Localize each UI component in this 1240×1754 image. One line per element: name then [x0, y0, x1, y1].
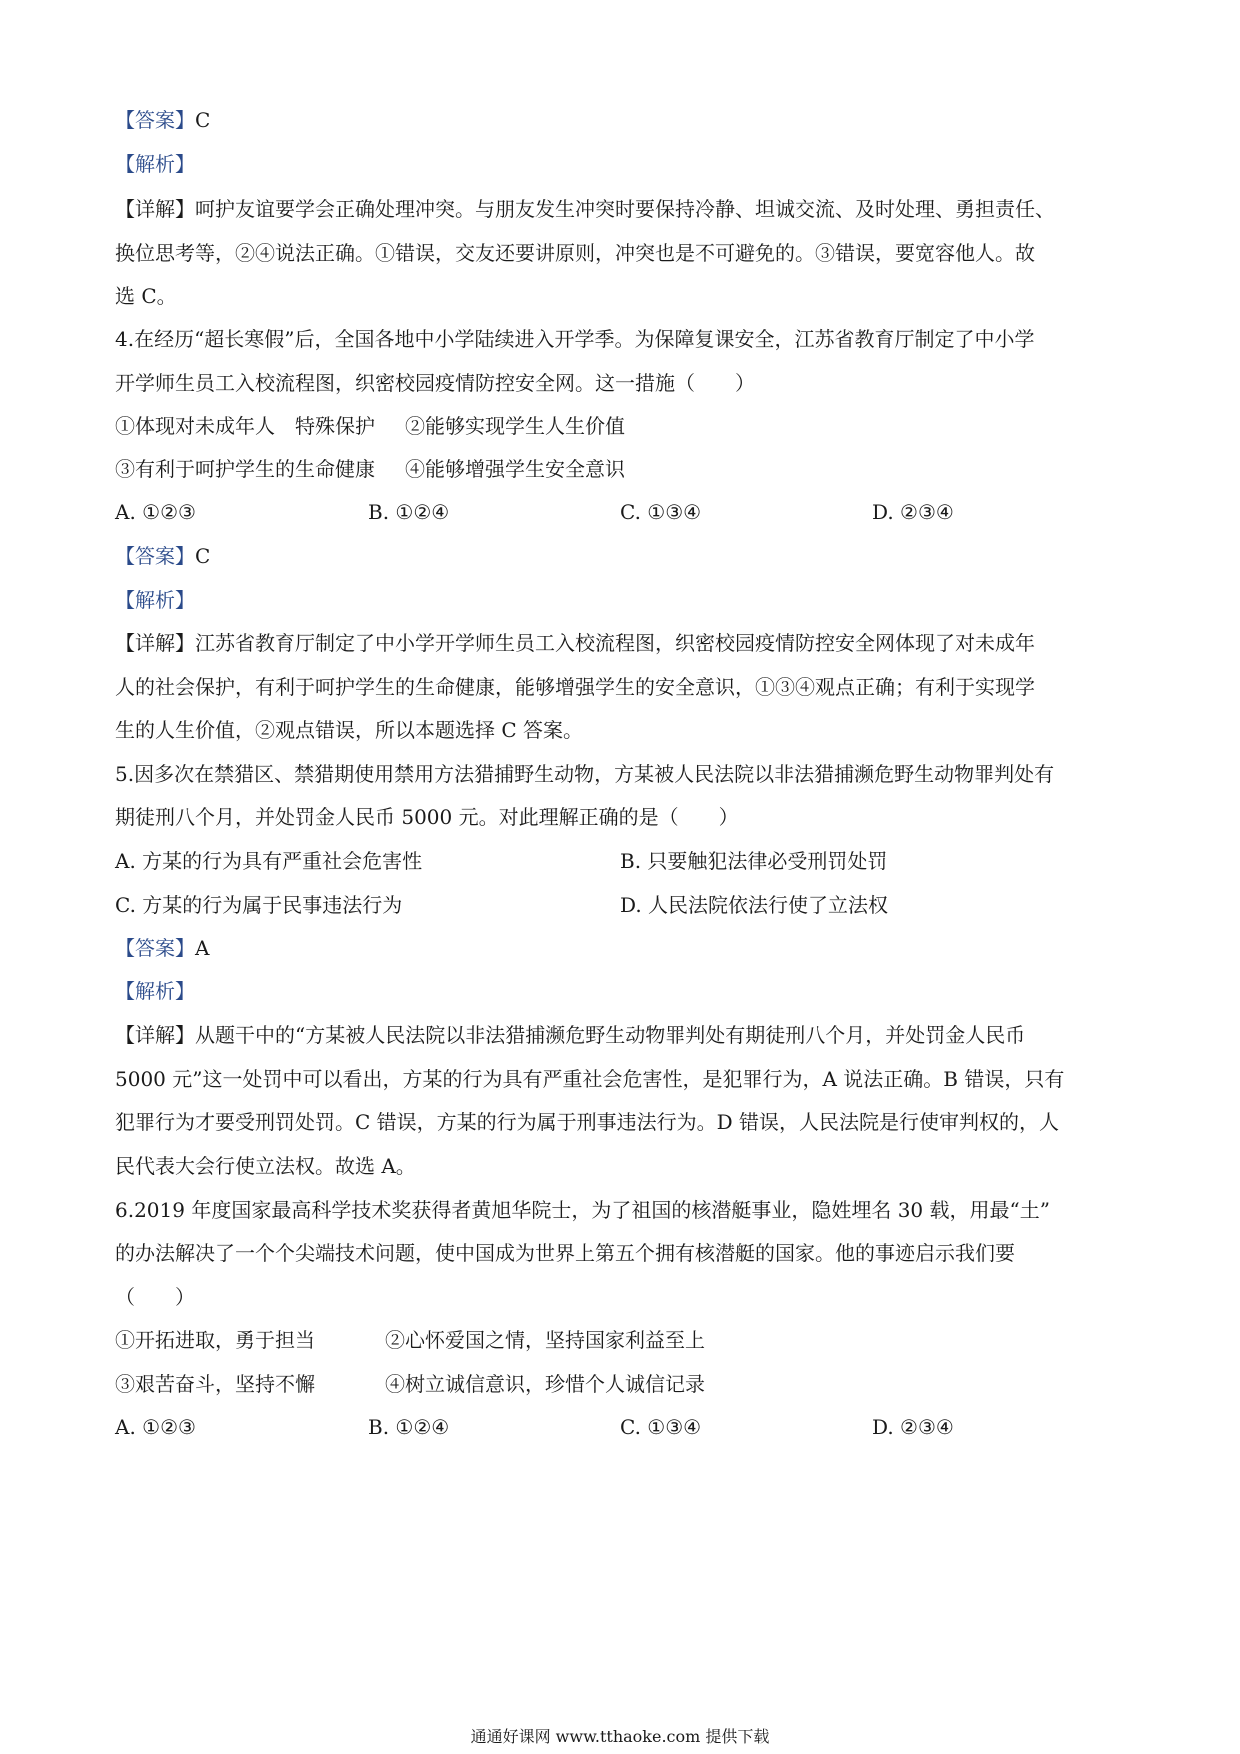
q4-option-b: B. ①②④	[368, 500, 450, 524]
q6-statement-2: ②心怀爱国之情，坚持国家利益至上	[385, 1328, 705, 1352]
answer-tag: 【答案】	[115, 108, 195, 132]
analysis-tag: 【解析】	[115, 588, 195, 612]
detail-line-q5-3: 犯罪行为才要受刑罚处罚。C 错误，方某的行为属于刑事违法行为。D 错误，人民法院是行使审判权的，人	[115, 1110, 1060, 1134]
detail-tag: 【详解】	[115, 631, 195, 655]
analysis-line-q4	[115, 586, 195, 614]
answer-tag: 【答案】	[115, 936, 195, 960]
q4-statement-2: ②能够实现学生人生价值	[405, 414, 625, 438]
detail-line-q3-1: 【详解】呵护友谊要学会正确处理冲突。与朋友发生冲突时要保持冷静、坦诚交流、及时处理、勇担责任、	[115, 197, 1055, 221]
detail-line-q3-3: 选 C。	[115, 284, 177, 308]
q6-option-b: B. ①②④	[368, 1415, 450, 1439]
question-4-line-2: 开学师生员工入校流程图，织密校园疫情防控安全网。这一措施（ ）	[115, 371, 755, 395]
q4-statement-3: ③有利于呵护学生的生命健康	[115, 457, 375, 481]
answer-line-q5	[115, 934, 209, 962]
answer-value: A	[195, 936, 210, 960]
question-5-line-1: 5.因多次在禁猎区、禁猎期使用禁用方法猎捕野生动物，方某被人民法院以非法猎捕濒危野生动物罪判处有	[115, 762, 1055, 786]
q6-option-d: D. ②③④	[872, 1415, 954, 1439]
q4-option-d: D. ②③④	[872, 500, 954, 524]
q4-option-a: A. ①②③	[115, 500, 196, 524]
answer-line-q3	[115, 106, 210, 134]
detail-line-q4-1: 【详解】江苏省教育厅制定了中小学开学师生员工入校流程图，织密校园疫情防控安全网体现了对未成年	[115, 631, 1035, 655]
q6-statement-1: ①开拓进取，勇于担当	[115, 1328, 315, 1352]
analysis-tag: 【解析】	[115, 979, 195, 1003]
answer-line-q4	[115, 542, 210, 570]
analysis-line-q5	[115, 977, 195, 1005]
q5-option-a: A. 方某的行为具有严重社会危害性	[115, 849, 423, 873]
answer-value: C	[195, 108, 211, 132]
q6-statement-4: ④树立诚信意识，珍惜个人诚信记录	[385, 1372, 705, 1396]
q4-statement-1: ①体现对未成年人 特殊保护	[115, 414, 375, 438]
detail-line-q5-4: 民代表大会行使立法权。故选 A。	[115, 1154, 416, 1178]
question-6-line-2: 的办法解决了一个个尖端技术问题，使中国成为世界上第五个拥有核潜艇的国家。他的事迹启示我们要	[115, 1241, 1015, 1265]
q6-option-a: A. ①②③	[115, 1415, 196, 1439]
detail-line-q4-2: 人的社会保护，有利于呵护学生的生命健康，能够增强学生的安全意识，①③④观点正确；有利于实现学	[115, 675, 1035, 699]
q6-statement-3: ③艰苦奋斗，坚持不懈	[115, 1372, 315, 1396]
question-6-line-1: 6.2019 年度国家最高科学技术奖获得者黄旭华院士，为了祖国的核潜艇事业，隐姓埋名 30 载，用最“土”	[115, 1198, 1050, 1222]
q5-option-b: B. 只要触犯法律必受刑罚处罚	[620, 849, 888, 873]
analysis-tag: 【解析】	[115, 152, 195, 176]
question-5-line-2: 期徒刑八个月，并处罚金人民币 5000 元。对此理解正确的是（ ）	[115, 805, 739, 829]
q4-option-c: C. ①③④	[620, 500, 702, 524]
answer-tag: 【答案】	[115, 544, 195, 568]
q4-statement-4: ④能够增强学生安全意识	[405, 457, 625, 481]
question-6-line-3: （ ）	[115, 1285, 195, 1309]
detail-line-q5-1: 【详解】从题干中的“方某被人民法院以非法猎捕濒危野生动物罪判处有期徒刑八个月，并处罚金人民币	[115, 1023, 1026, 1047]
detail-line-q3-2: 换位思考等，②④说法正确。①错误，交友还要讲原则，冲突也是不可避免的。③错误，要宽容他人。故	[115, 241, 1035, 265]
question-4-line-1: 4.在经历“超长寒假”后，全国各地中小学陆续进入开学季。为保障复课安全，江苏省教育厅制定了中小学	[115, 327, 1035, 351]
q6-option-c: C. ①③④	[620, 1415, 702, 1439]
answer-value: C	[195, 544, 211, 568]
analysis-line-q3	[115, 150, 195, 178]
detail-line-q5-2: 5000 元”这一处罚中可以看出，方某的行为具有严重社会危害性，是犯罪行为，A 说法正确。B 错误，只有	[115, 1067, 1065, 1091]
q5-option-d: D. 人民法院依法行使了立法权	[620, 893, 889, 917]
q5-option-c: C. 方某的行为属于民事违法行为	[115, 893, 403, 917]
detail-tag: 【详解】	[115, 1023, 195, 1047]
page-footer: 通通好课网 www.tthaoke.com 提供下载	[470, 1727, 770, 1746]
detail-line-q4-3: 生的人生价值，②观点错误，所以本题选择 C 答案。	[115, 718, 584, 742]
detail-tag: 【详解】	[115, 197, 195, 221]
